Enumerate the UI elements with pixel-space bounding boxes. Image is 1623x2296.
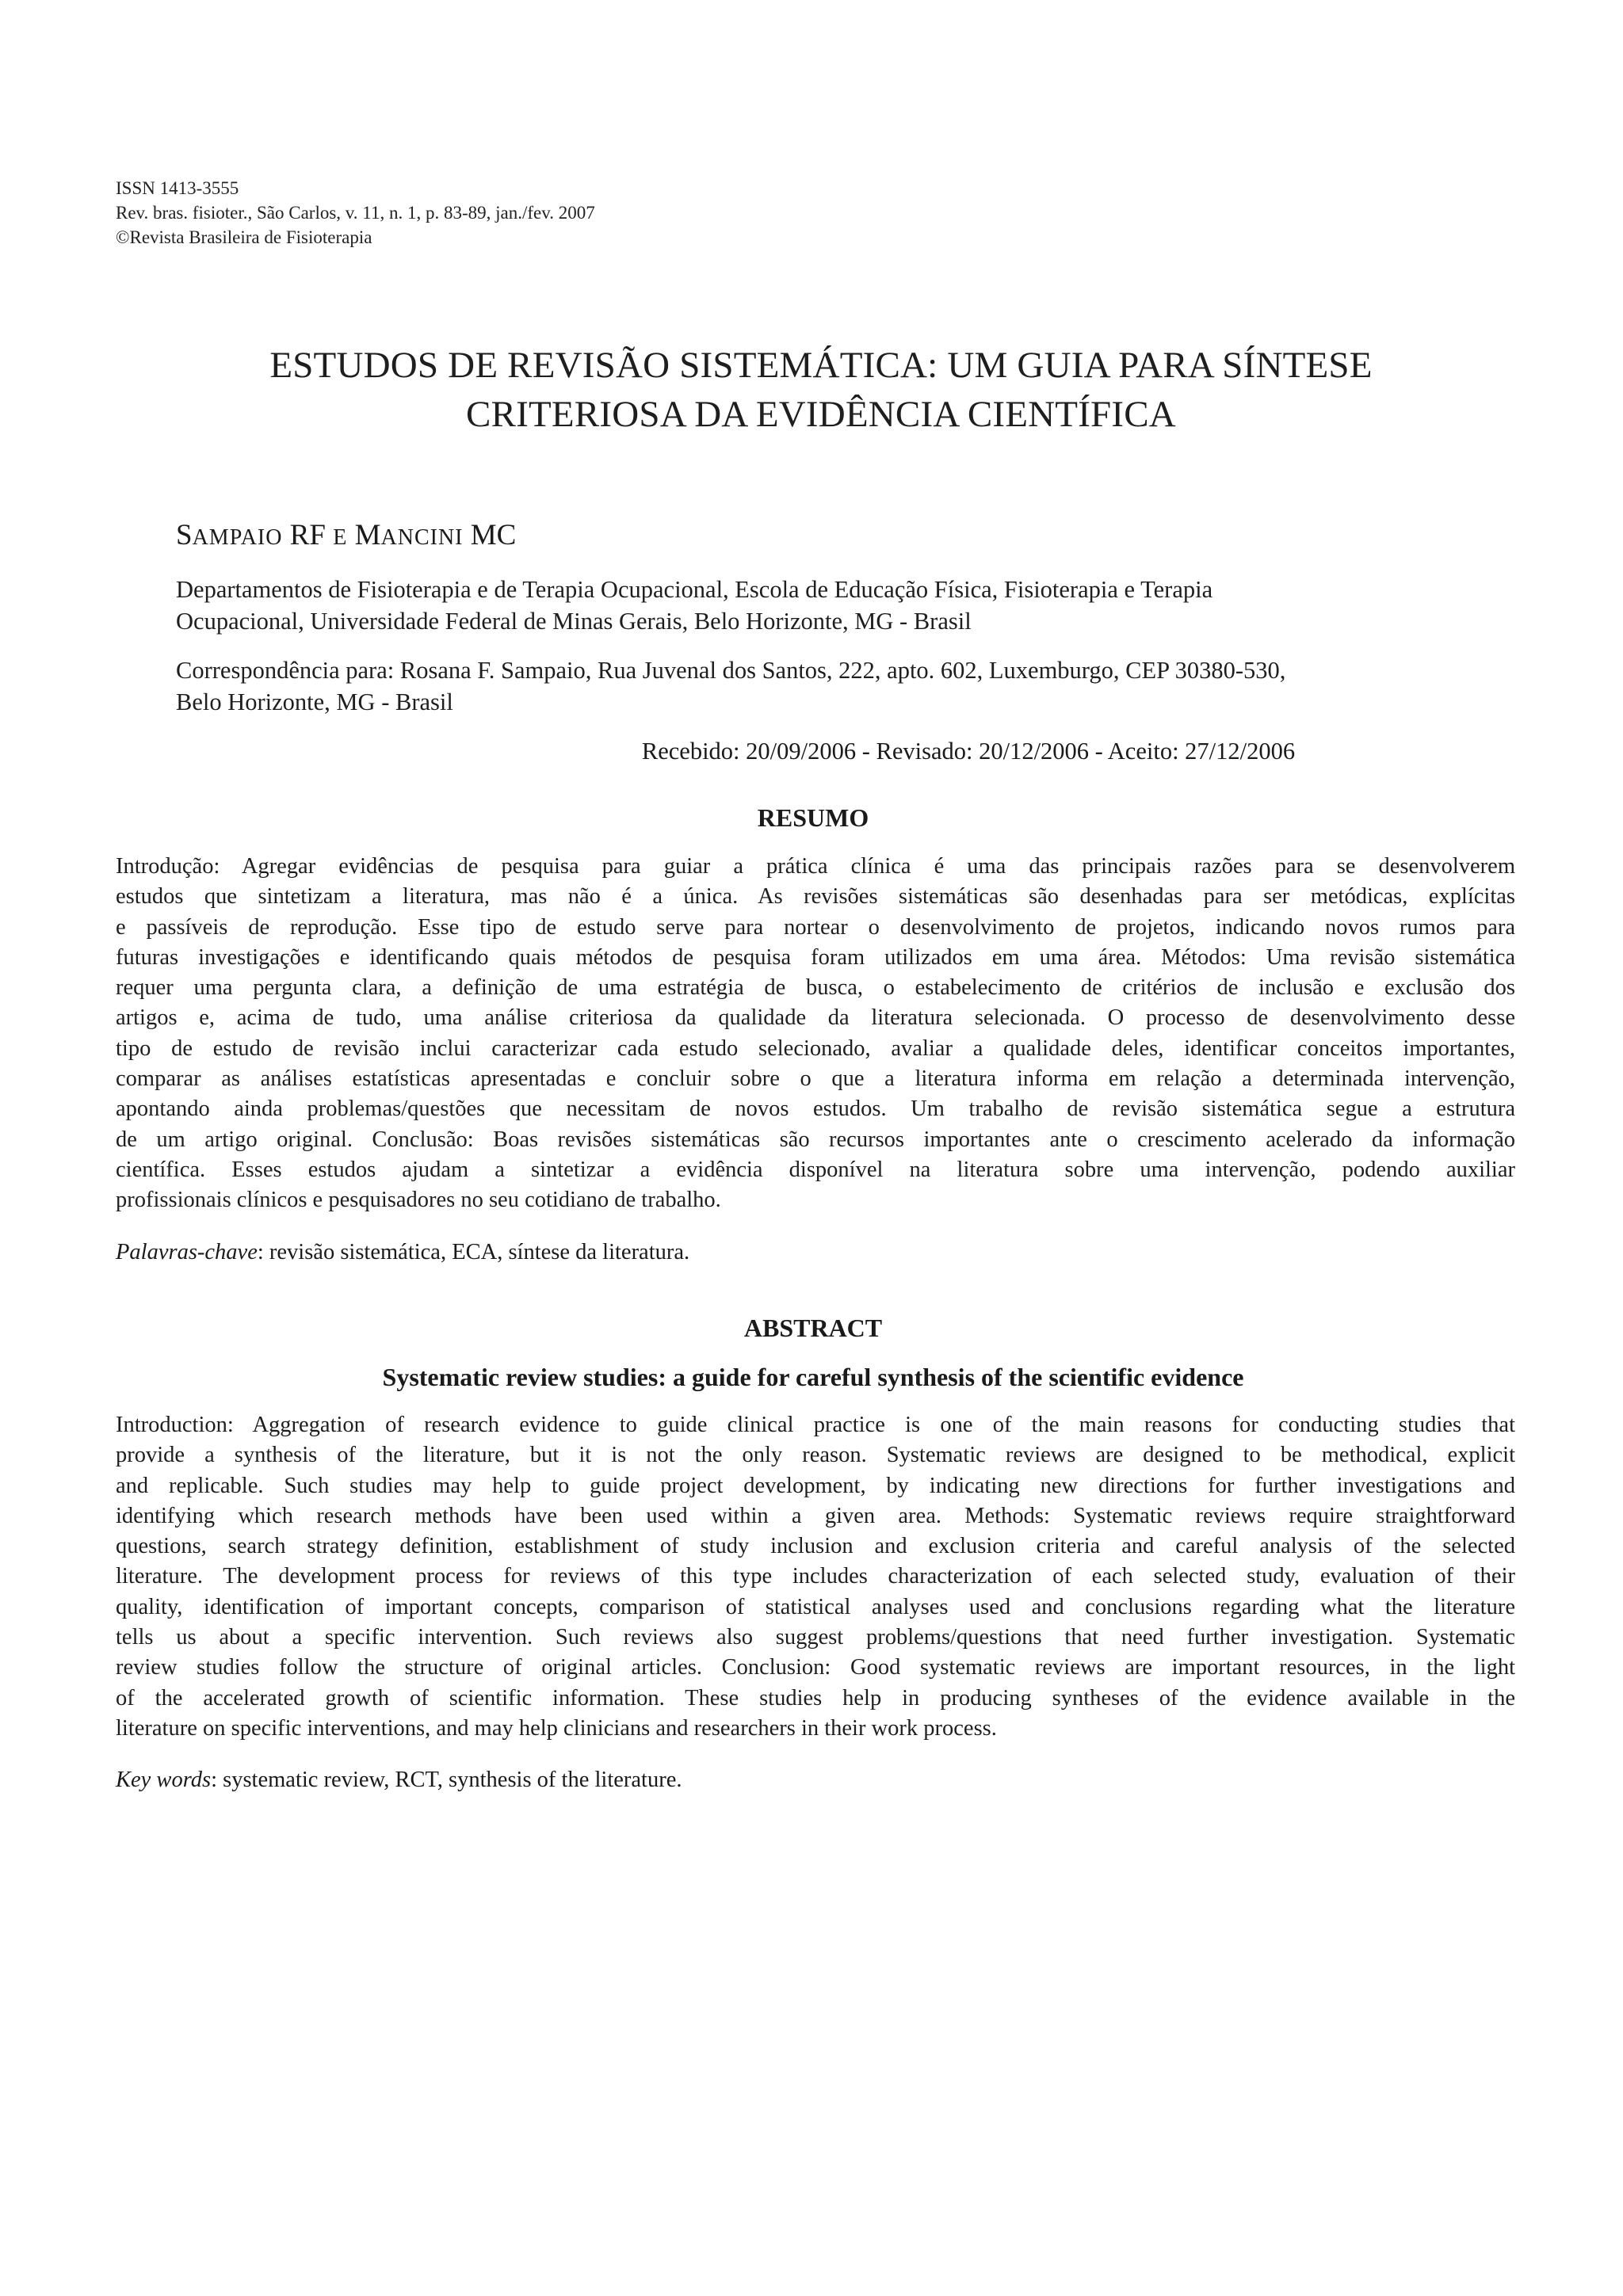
title-line-1: ESTUDOS DE REVISÃO SISTEMÁTICA: UM GUIA PARA SÍNTESE	[269, 345, 1373, 386]
resumo-line: estudos que sintetizam a literatura, mas não é a única. As revisões sistemáticas são desenhadas para ser metódicas, explícitas	[116, 884, 1515, 910]
affiliation	[176, 574, 1523, 637]
resumo-body	[116, 852, 1515, 1216]
abstract-line: provide a synthesis of the literature, but it is not the only reason. Systematic reviews are designed to be methodical, explicit	[116, 1443, 1515, 1468]
resumo-line: de um artigo original. Conclusão: Boas revisões sistemáticas são recursos importantes ante o crescimento acelerado da informação	[116, 1127, 1515, 1152]
abstract-line: literature on specific interventions, and may help clinicians and researchers in their work process.	[116, 1715, 997, 1741]
citation: Rev. bras. fisioter., São Carlos, v. 11, n. 1, p. 83-89, jan./fev. 2007	[116, 203, 595, 223]
abstract-heading: ABSTRACT	[743, 1314, 883, 1342]
abstract-line: quality, identification of important concepts, comparison of statistical analyses used and conclusions regarding what the literature	[116, 1594, 1515, 1619]
resumo-line: artigos e, acima de tudo, uma análise criteriosa da qualidade da literatura selecionada. O processo de desenvolvimento desse	[116, 1005, 1515, 1031]
resumo-line: futuras investigações e identificando quais métodos de pesquisa foram utilizados em uma área. Métodos: Uma revisão sistemática	[116, 944, 1515, 970]
correspondence	[176, 654, 1523, 718]
abstract-body	[116, 1410, 1515, 1744]
resumo-heading: RESUMO	[757, 803, 869, 832]
resumo-line: comparar as análises estatísticas apresentadas e concluir sobre o que a literatura informa em relação a determinada intervenção,	[116, 1066, 1515, 1092]
received-text: Recebido: 20/09/2006 - Revisado: 20/12/2006 - Aceito: 27/12/2006	[641, 738, 1296, 765]
author-conjunction: E	[333, 525, 348, 550]
affiliation-line-2: Ocupacional, Universidade Federal de Minas Gerais, Belo Horizonte, MG - Brasil	[176, 608, 972, 635]
abstract-line: identifying which research methods have been used within a given area. Methods: Systematic reviews require straightforward	[116, 1503, 1515, 1528]
correspondence-line-2: Belo Horizonte, MG - Brasil	[176, 688, 453, 715]
author-1-surname: AMPAIO	[192, 525, 283, 550]
abstract-subtitle: Systematic review studies: a guide for careful synthesis of the scientific evidence	[382, 1363, 1244, 1391]
paper-title	[116, 341, 1526, 439]
title-line-2: CRITERIOSA DA EVIDÊNCIA CIENTÍFICA	[466, 394, 1176, 435]
resumo-keywords-label: Palavras-chave	[116, 1240, 258, 1264]
abstract-line: and replicable. Such studies may help to guide project development, by indicating new directions for further investigations and	[116, 1473, 1515, 1498]
abstract-line: of the accelerated growth of scientific information. These studies help in producing syntheses of the evidence available in the	[116, 1685, 1515, 1711]
correspondence-line-1: Correspondência para: Rosana F. Sampaio, Rua Juvenal dos Santos, 222, apto. 602, Luxemburgo, CEP 30380-530,	[176, 657, 1286, 684]
author-1-initials: RF	[289, 519, 326, 551]
author-2-initials: MC	[470, 519, 517, 551]
resumo-line: Introdução: Agregar evidências de pesquisa para guiar a prática clínica é uma das principais razões para se desenvolverem	[116, 854, 1515, 879]
abstract-line: questions, search strategy definition, establishment of study inclusion and exclusion criteria and careful analysis of the selected	[116, 1534, 1515, 1559]
resumo-line: e passíveis de reprodução. Esse tipo de estudo serve para nortear o desenvolvimento de projetos, indicando novos rumos para	[116, 914, 1515, 940]
resumo-line: requer uma pergunta clara, a definição de uma estratégia de busca, o estabelecimento de critérios de inclusão e exclusão dos	[116, 975, 1515, 1001]
issn: ISSN 1413-3555	[116, 178, 239, 198]
affiliation-line-1: Departamentos de Fisioterapia e de Terapia Ocupacional, Escola de Educação Física, Fisioterapia e Terapia	[176, 576, 1213, 603]
abstract-line: tells us about a specific intervention. Such reviews also suggest problems/questions that need further investigation. Systematic	[116, 1625, 1515, 1650]
authors	[176, 518, 516, 555]
resumo-line: tipo de estudo de revisão inclui caracterizar cada estudo selecionado, avaliar a qualidade deles, identificar conceitos importantes,	[116, 1035, 1515, 1061]
journal-header	[116, 176, 595, 250]
resumo-keywords-text: : revisão sistemática, ECA, síntese da literatura.	[257, 1240, 690, 1264]
resumo-line: profissionais clínicos e pesquisadores no seu cotidiano de trabalho.	[116, 1188, 721, 1213]
received-dates	[116, 735, 1623, 767]
abstract-line: literature. The development process for reviews of this type includes characterization of each selected study, evaluation of their	[116, 1564, 1515, 1589]
abstract-line: Introduction: Aggregation of research evidence to guide clinical practice is one of the main reasons for conducting studies that	[116, 1413, 1515, 1437]
resumo-keywords	[116, 1238, 689, 1268]
copyright: ©Revista Brasileira de Fisioterapia	[116, 227, 372, 247]
author-1-initial: S	[176, 519, 193, 551]
author-2-initial: M	[354, 519, 381, 551]
resumo-line: apontando ainda problemas/questões que necessitam de novos estudos. Um trabalho de revisão sistemática segue a estrutura	[116, 1097, 1515, 1122]
resumo-line: científica. Esses estudos ajudam a sintetizar a evidência disponível na literatura sobre uma intervenção, podendo auxiliar	[116, 1157, 1515, 1182]
abstract-keywords-label: Key words	[116, 1768, 212, 1792]
abstract-keywords-text: : systematic review, RCT, synthesis of the literature.	[211, 1768, 682, 1792]
abstract-keywords	[116, 1765, 682, 1795]
abstract-line: review studies follow the structure of original articles. Conclusion: Good systematic reviews are important resources, in the light	[116, 1655, 1515, 1680]
author-2-surname: ANCINI	[380, 525, 464, 550]
